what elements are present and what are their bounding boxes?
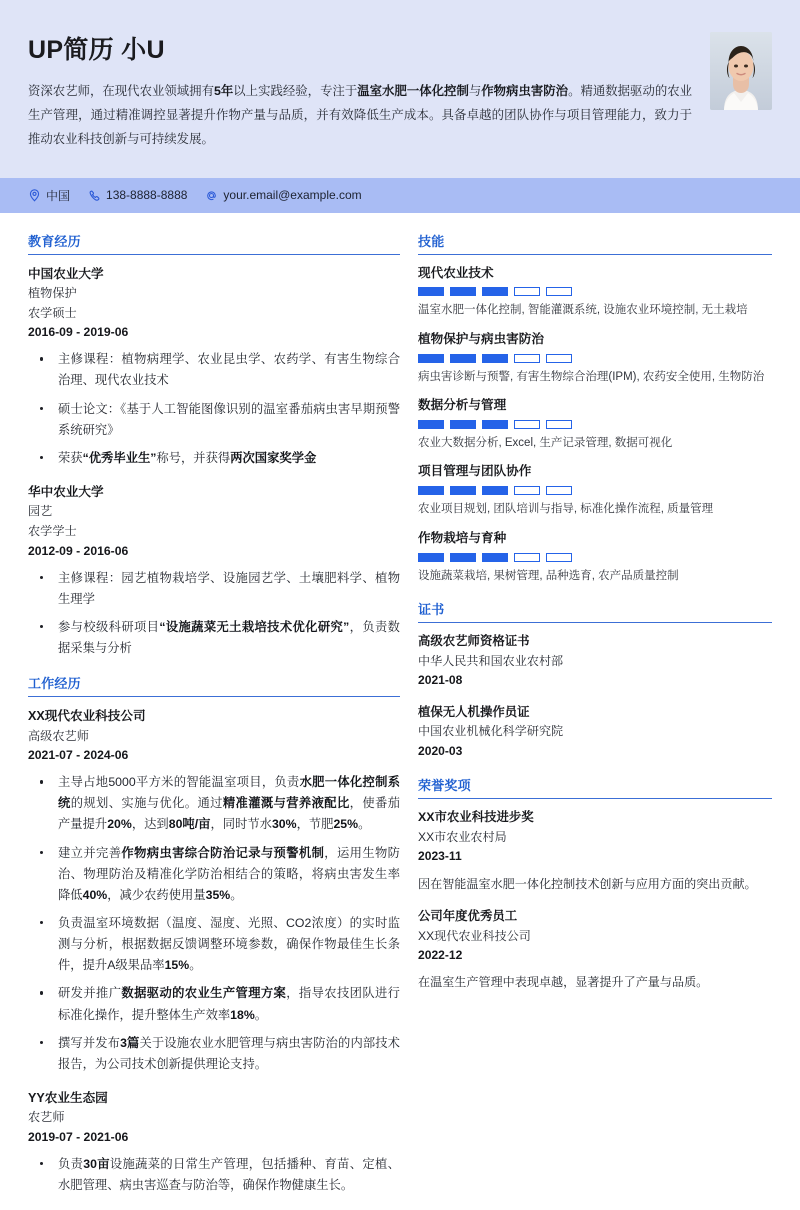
skill-block-empty xyxy=(546,287,572,296)
skill-description: 农业项目规划, 团队培训与指导, 标准化操作流程, 质量管理 xyxy=(418,503,714,516)
education-major: 植物保护 xyxy=(28,285,77,300)
credential-date: 2020-03 xyxy=(418,743,463,758)
bullet-item: 负责30亩设施蔬菜的日常生产管理，包括播种、育苗、定植、水肥管理、病虫害巡查与防治等，确保作物健康生长。 xyxy=(28,1154,400,1196)
header-main xyxy=(28,30,692,152)
contact-bar xyxy=(0,178,800,213)
skill-block-filled xyxy=(482,486,508,495)
credential-issuer: XX现代农业科技公司 xyxy=(418,928,531,943)
education-entry xyxy=(28,482,400,659)
section-title-skills: 技能 xyxy=(418,231,772,255)
skill-block-filled xyxy=(450,287,476,296)
skill-level-meter xyxy=(418,354,772,363)
skill-block-filled xyxy=(450,420,476,429)
contact-item-location xyxy=(28,187,70,204)
section-education xyxy=(28,231,400,660)
credential-name: 植保无人机操作员证 xyxy=(418,704,530,719)
education-bullets xyxy=(28,568,400,660)
skill-block-empty xyxy=(514,553,540,562)
contact-item-phone[interactable] xyxy=(88,188,187,202)
skill-name: 作物栽培与育种 xyxy=(418,530,507,545)
credential-name: 高级农艺师资格证书 xyxy=(418,633,530,648)
certificate-list xyxy=(418,632,772,761)
skill-name: 现代农业技术 xyxy=(418,265,494,280)
work-date: 2019-07 - 2021-06 xyxy=(28,1130,129,1145)
credential-entry xyxy=(418,808,772,895)
bullet-item: 硕士论文：《基于人工智能图像识别的温室番茄病虫害早期预警系统研究》 xyxy=(28,399,400,441)
credential-name: 公司年度优秀员工 xyxy=(418,908,518,923)
bullet-item: 参与校级科研项目“设施蔬菜无土栽培技术优化研究”，负责数据采集与分析 xyxy=(28,617,400,659)
skill-block-empty xyxy=(514,420,540,429)
skill-item xyxy=(418,264,772,320)
profile-summary: 资深农艺师，在现代农业领域拥有5年以上实践经验，专注于温室水肥一体化控制与作物病虫害防治。精通数据驱动的农业生产管理，通过精准调控显著提升作物产量与品质，并有效降低生产成本。具备卓越的团队协作与项目管理能力，致力于推动农业科技创新与可持续发展。 xyxy=(28,84,693,147)
skill-block-empty xyxy=(546,420,572,429)
skill-block-filled xyxy=(482,420,508,429)
skill-block-empty xyxy=(514,486,540,495)
skill-block-filled xyxy=(418,553,444,562)
credential-description: 在温室生产管理中表现卓越，显著提升了产量与品质。 xyxy=(418,975,709,990)
skill-block-empty xyxy=(514,354,540,363)
work-role: 农艺师 xyxy=(28,1110,65,1125)
credential-issuer: 中国农业机械化科学研究院 xyxy=(418,724,564,739)
skill-block-filled xyxy=(418,420,444,429)
skill-level-meter xyxy=(418,420,772,429)
work-entry-list xyxy=(28,706,400,1196)
education-date: 2016-09 - 2019-06 xyxy=(28,325,129,340)
credential-issuer: XX市农业农村局 xyxy=(418,829,507,844)
skill-block-filled xyxy=(418,354,444,363)
skill-block-empty xyxy=(546,354,572,363)
contact-item-email[interactable] xyxy=(205,188,361,202)
section-skills xyxy=(418,231,772,585)
skill-description: 病虫害诊断与预警, 有害生物综合治理(IPM), 农药安全使用, 生物防治 xyxy=(418,370,765,383)
education-degree: 农学硕士 xyxy=(28,305,77,320)
skill-block-filled xyxy=(482,553,508,562)
award-list xyxy=(418,808,772,994)
skill-level-meter xyxy=(418,287,772,296)
skill-description: 农业大数据分析, Excel, 生产记录管理, 数据可视化 xyxy=(418,437,673,450)
location-pin-icon xyxy=(28,189,41,202)
work-company: YY农业生态园 xyxy=(28,1090,108,1105)
credential-date: 2022-12 xyxy=(418,948,463,963)
work-bullets xyxy=(28,772,400,1075)
work-entry xyxy=(28,1088,400,1196)
skill-item xyxy=(418,529,772,585)
section-awards xyxy=(418,775,772,994)
skill-level-meter xyxy=(418,553,772,562)
education-major: 园艺 xyxy=(28,504,53,519)
work-bullets xyxy=(28,1154,400,1196)
skill-name: 植物保护与病虫害防治 xyxy=(418,331,544,346)
portrait-photo-icon xyxy=(710,32,772,110)
skill-block-empty xyxy=(514,287,540,296)
skill-name: 项目管理与团队协作 xyxy=(418,464,532,479)
bullet-item: 主修课程：植物病理学、农业昆虫学、农药学、有害生物综合治理、现代农业技术 xyxy=(28,349,400,391)
skill-level-meter xyxy=(418,486,772,495)
skill-block-filled xyxy=(482,354,508,363)
credential-description: 因在智能温室水肥一体化控制技术创新与应用方面的突出贡献。 xyxy=(418,876,757,891)
resume-body xyxy=(0,213,800,1210)
skill-block-empty xyxy=(546,553,572,562)
work-entry xyxy=(28,706,400,1075)
skill-block-filled xyxy=(418,287,444,296)
bullet-item: 建立并完善作物病虫害综合防治记录与预警机制，运用生物防治、物理防治及精准化学防治相结合的策略，将病虫害发生率降低40%，减少农药使用量35%。 xyxy=(28,843,400,906)
bullet-item: 主修课程：园艺植物栽培学、设施园艺学、土壤肥料学、植物生理学 xyxy=(28,568,400,610)
skill-item xyxy=(418,462,772,518)
bullet-item: 荣获“优秀毕业生”称号，并获得两次国家奖学金 xyxy=(28,448,400,469)
section-certificates xyxy=(418,599,772,761)
skill-description: 温室水肥一体化控制, 智能灌溉系统, 设施农业环境控制, 无土栽培 xyxy=(418,304,748,317)
skill-block-empty xyxy=(546,486,572,495)
skill-description: 设施蔬菜栽培, 果树管理, 品种选育, 农产品质量控制 xyxy=(418,569,679,582)
credential-date: 2021-08 xyxy=(418,673,463,688)
skill-block-filled xyxy=(418,486,444,495)
credential-entry xyxy=(418,703,772,762)
section-title-awards: 荣誉奖项 xyxy=(418,775,772,799)
credential-entry xyxy=(418,632,772,691)
phone-icon xyxy=(88,189,101,202)
section-title-certificates: 证书 xyxy=(418,599,772,623)
avatar xyxy=(710,32,772,110)
education-degree: 农学学士 xyxy=(28,524,77,539)
education-entry-list xyxy=(28,264,400,660)
skill-item xyxy=(418,330,772,386)
section-title-education: 教育经历 xyxy=(28,231,400,255)
skill-list xyxy=(418,264,772,585)
contact-phone-label: 138-8888-8888 xyxy=(106,188,188,203)
credential-date: 2023-11 xyxy=(418,849,462,864)
bullet-item: 主导占地5000平方米的智能温室项目，负责水肥一体化控制系统的规划、实施与优化。通过精准灌溉与营养液配比，使番茄产量提升20%，达到80吨/亩，同时节水30%，节肥25%。 xyxy=(28,772,400,835)
skill-name: 数据分析与管理 xyxy=(418,398,507,413)
email-at-icon xyxy=(205,189,218,202)
skill-block-filled xyxy=(450,354,476,363)
right-column xyxy=(418,231,772,1008)
bullet-item: 撰写并发布3篇关于设施农业水肥管理与病虫害防治的内部技术报告，为公司技术创新提供理论支持。 xyxy=(28,1033,400,1075)
skill-block-filled xyxy=(450,553,476,562)
skill-item xyxy=(418,396,772,452)
left-column xyxy=(28,231,400,1210)
contact-location-label: 中国 xyxy=(46,188,71,203)
education-bullets xyxy=(28,349,400,469)
contact-email-label: your.email@example.com xyxy=(223,188,362,203)
education-school: 华中农业大学 xyxy=(28,484,104,499)
work-date: 2021-07 - 2024-06 xyxy=(28,748,129,763)
page-title: UP简历 小U xyxy=(28,36,165,64)
section-work xyxy=(28,673,400,1196)
credential-entry xyxy=(418,907,772,994)
bullet-item: 负责温室环境数据（温度、湿度、光照、CO2浓度）的实时监测与分析，根据数据反馈调整环境参数，确保作物最佳生长条件，提升A级果品率15%。 xyxy=(28,913,400,976)
education-entry xyxy=(28,264,400,469)
credential-name: XX市农业科技进步奖 xyxy=(418,810,534,825)
bullet-item: 研发并推广数据驱动的农业生产管理方案，指导农技团队进行标准化操作，提升整体生产效率18%。 xyxy=(28,983,400,1025)
education-school: 中国农业大学 xyxy=(28,266,104,281)
resume-header xyxy=(0,0,800,178)
work-role: 高级农艺师 xyxy=(28,728,89,743)
credential-issuer: 中华人民共和国农业农村部 xyxy=(418,653,564,668)
education-date: 2012-09 - 2016-06 xyxy=(28,543,129,558)
work-company: XX现代农业科技公司 xyxy=(28,709,146,724)
skill-block-filled xyxy=(450,486,476,495)
section-title-work: 工作经历 xyxy=(28,673,400,697)
skill-block-filled xyxy=(482,287,508,296)
